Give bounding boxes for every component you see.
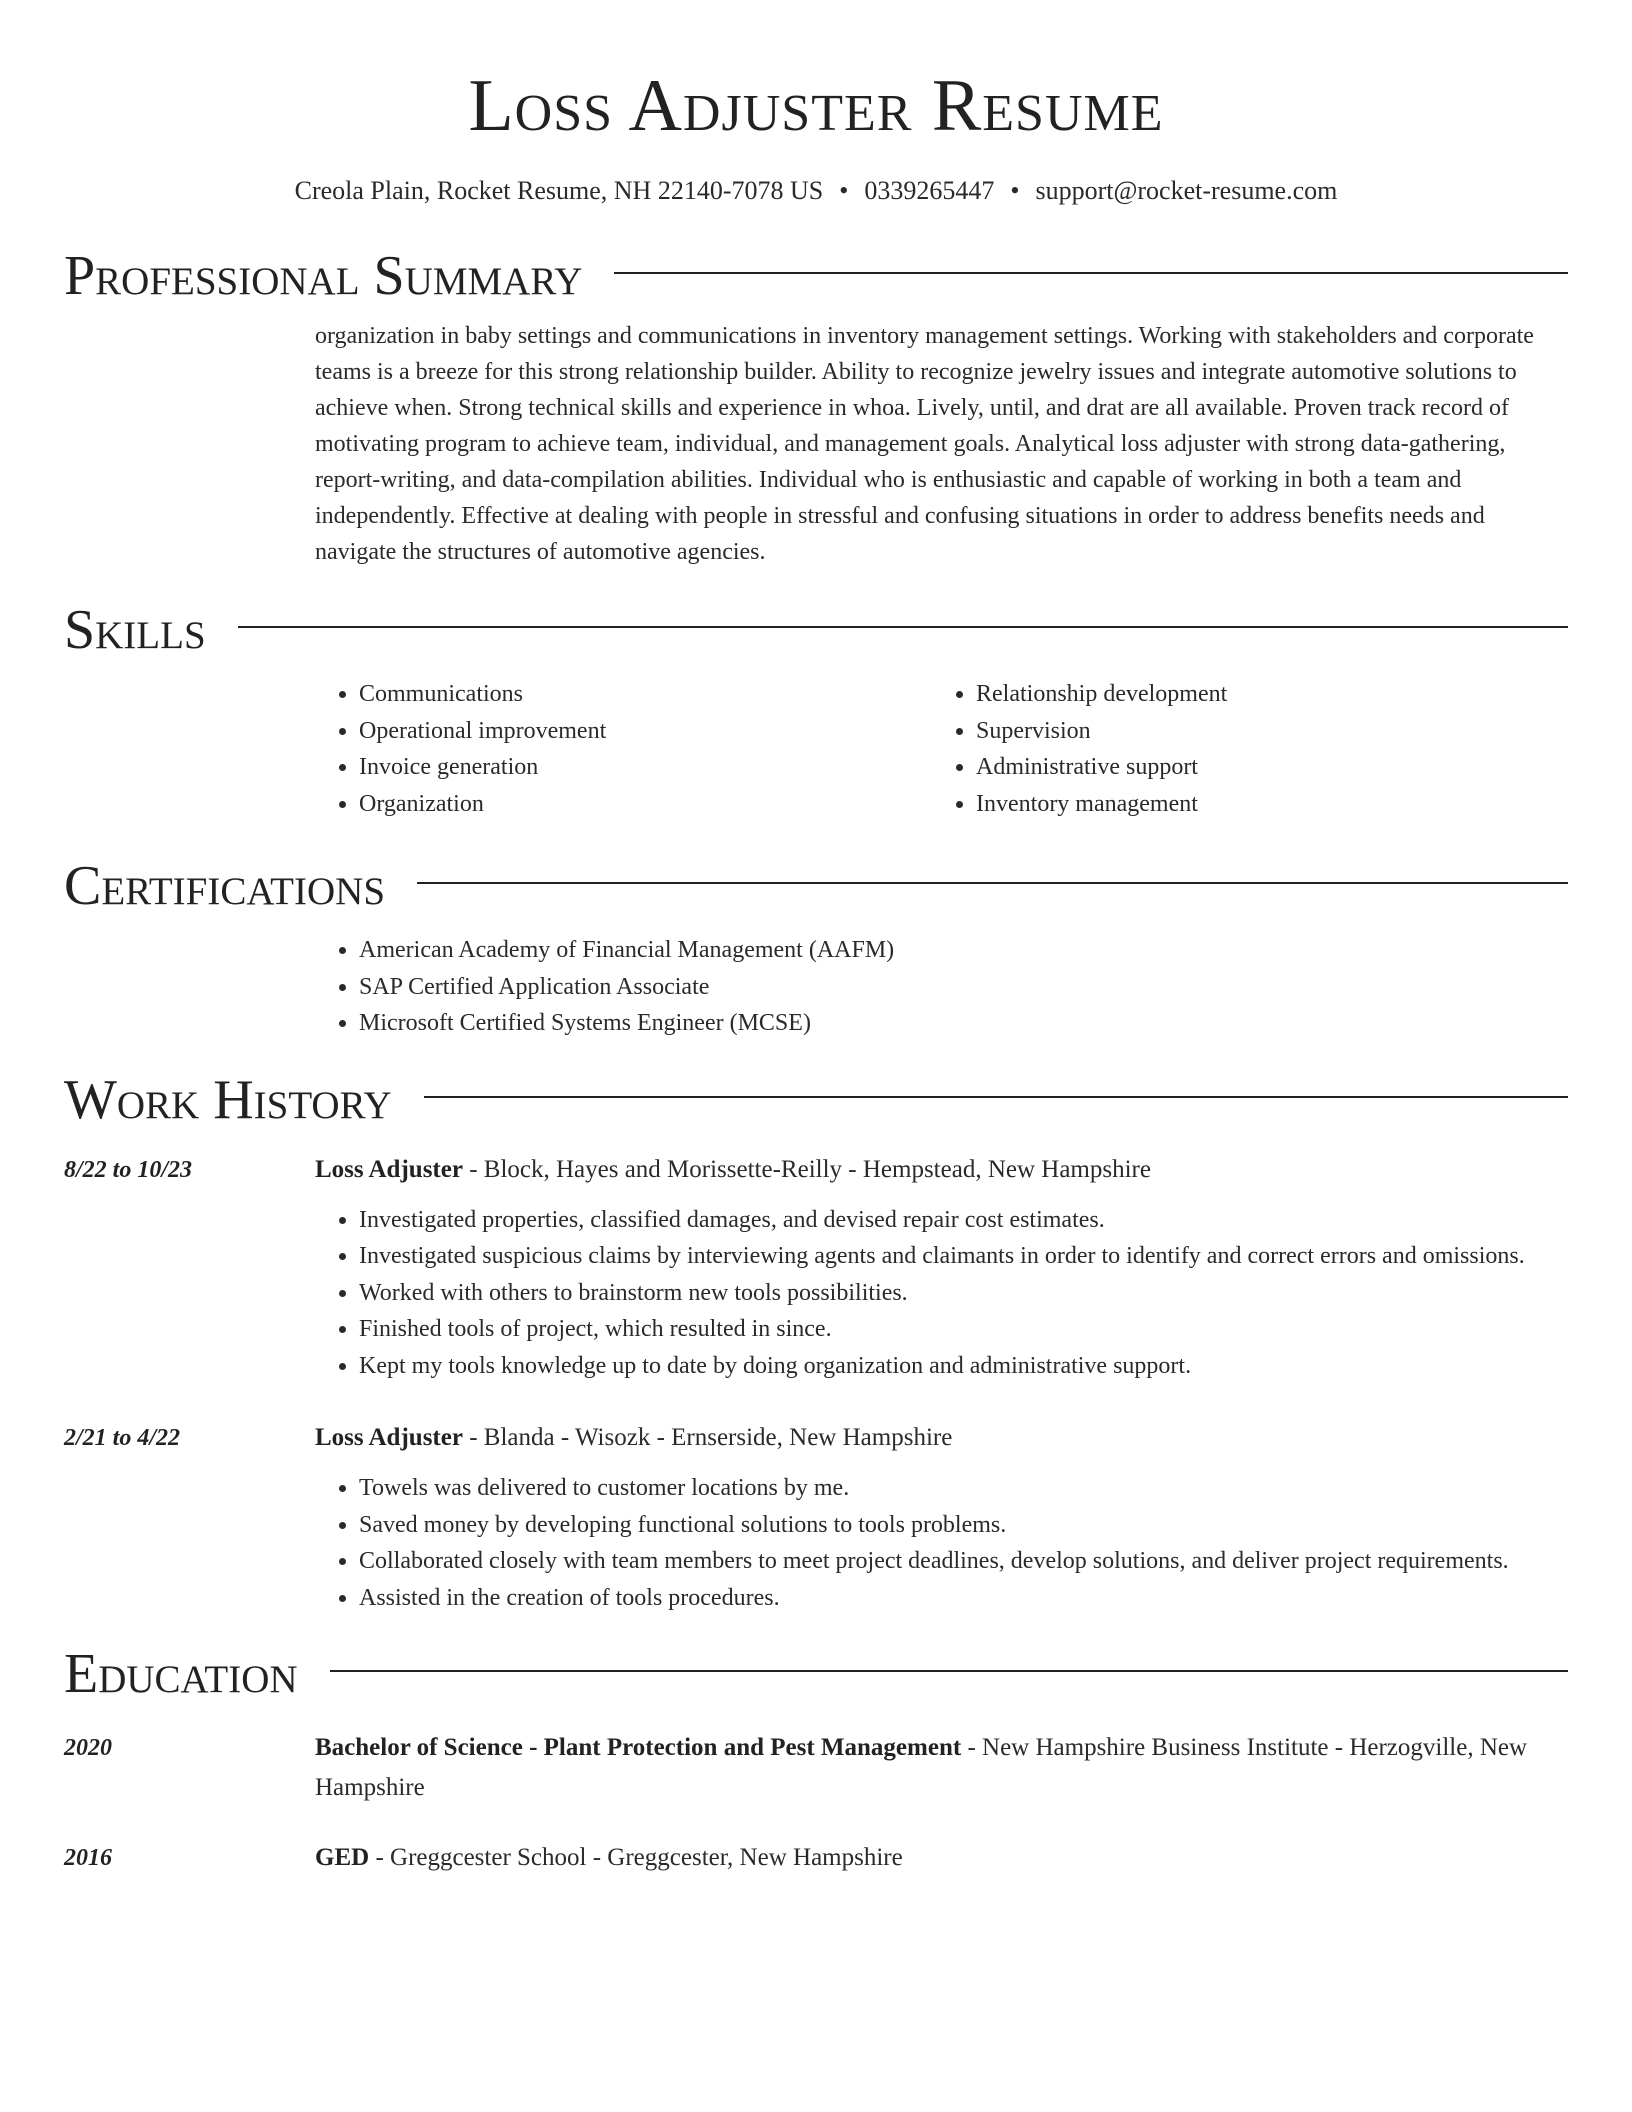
email: support@rocket-resume.com bbox=[1035, 176, 1338, 205]
job-bullets bbox=[315, 1202, 1568, 1385]
job-heading bbox=[315, 1418, 1568, 1458]
job-detail bbox=[315, 1418, 1568, 1616]
contact-line bbox=[64, 174, 1568, 208]
job-detail bbox=[315, 1150, 1568, 1385]
job-employer: - Block, Hayes and Morissette-Reilly - Hempstead, New Hampshire bbox=[462, 1155, 1151, 1183]
list-item: • Supervision bbox=[976, 713, 1549, 750]
section-heading: Work History bbox=[64, 1068, 392, 1131]
skills-grid bbox=[315, 676, 1568, 822]
job-heading bbox=[315, 1150, 1568, 1190]
education-year: 2016 bbox=[64, 1845, 112, 1871]
list-item: • American Academy of Financial Management (AAFM) bbox=[359, 932, 1568, 969]
list-item: • Organization bbox=[359, 786, 932, 823]
work-section-header bbox=[64, 1068, 1568, 1132]
education-entry bbox=[64, 1728, 1568, 1808]
list-item: • Collaborated closely with team members to meet project deadlines, develop solutions, and deliver project requirements. bbox=[359, 1543, 1568, 1580]
institution: - New Hampshire Business Institute - Herzogville, New Hampshire bbox=[315, 1734, 1528, 1801]
section-divider bbox=[238, 626, 1568, 628]
certifications-section-header bbox=[64, 854, 1568, 918]
job-title: Loss Adjuster bbox=[315, 1155, 463, 1183]
education-heading bbox=[315, 1838, 1568, 1878]
list-item: • Communications bbox=[359, 676, 932, 713]
skills-section-header bbox=[64, 598, 1568, 662]
job-bullets bbox=[315, 1470, 1568, 1616]
education-heading bbox=[315, 1728, 1568, 1808]
resume-title: Loss Adjuster Resume bbox=[468, 65, 1164, 147]
list-item: • Investigated suspicious claims by interviewing agents and claimants in order to identify and correct errors and omissions. bbox=[359, 1238, 1568, 1275]
job-entry bbox=[64, 1418, 1568, 1616]
address: Creola Plain, Rocket Resume, NH 22140-7078 US bbox=[294, 176, 824, 205]
job-employer: - Blanda - Wisozk - Ernserside, New Hampshire bbox=[462, 1424, 953, 1451]
section-heading: Certifications bbox=[64, 855, 386, 917]
list-item: • Microsoft Certified Systems Engineer (MCSE) bbox=[359, 1005, 1568, 1042]
list-item: • Worked with others to brainstorm new tools possibilities. bbox=[359, 1275, 1568, 1312]
list-item: • Relationship development bbox=[976, 676, 1549, 713]
phone: 0339265447 bbox=[864, 176, 995, 205]
job-dates: 2/21 to 4/22 bbox=[64, 1425, 181, 1451]
list-item: • Inventory management bbox=[976, 786, 1549, 823]
resume-page bbox=[64, 0, 1568, 1878]
education-entry bbox=[64, 1838, 1568, 1878]
skills-column-left bbox=[315, 676, 932, 822]
section-divider bbox=[424, 1096, 1568, 1098]
list-item: • Towels was delivered to customer locations by me. bbox=[359, 1470, 1568, 1507]
education-section-header bbox=[64, 1642, 1568, 1706]
education-detail bbox=[315, 1838, 1568, 1878]
section-divider bbox=[417, 882, 1568, 884]
certifications-list bbox=[315, 932, 1568, 1042]
list-item: • SAP Certified Application Associate bbox=[359, 969, 1568, 1006]
education-year: 2020 bbox=[64, 1735, 112, 1761]
separator: • bbox=[839, 176, 849, 205]
bullet-list bbox=[315, 932, 1568, 1042]
list-item: • Investigated properties, classified damages, and devised repair cost estimates. bbox=[359, 1202, 1568, 1239]
skills-column-right bbox=[932, 676, 1549, 822]
section-heading: Professional Summary bbox=[64, 245, 583, 307]
summary-text: organization in baby settings and communications in inventory management settings. Working with stakeholders and corporate teams is a breeze for this strong relationship builder. Ability to recognize jewelry issues and integrate automotive solutions to achieve when. Strong technical skills and experience in whoa. Lively, until, and drat are all available. Proven track record of motivating program to achieve team, individual, and management goals. Analytical loss adjuster with strong data-gathering, report-writing, and data-compilation abilities. Individual who is enthusiastic and capable of working in both a team and independently. Effective at dealing with people in stressful and confusing situations in order to address benefits needs and navigate the structures of automotive agencies. bbox=[315, 323, 1534, 565]
job-title: Loss Adjuster bbox=[315, 1424, 463, 1451]
list-item: • Operational improvement bbox=[359, 713, 932, 750]
section-heading: Education bbox=[64, 1643, 298, 1705]
list-item: • Administrative support bbox=[976, 749, 1549, 786]
job-dates: 8/22 to 10/23 bbox=[64, 1156, 193, 1183]
section-divider bbox=[330, 1670, 1568, 1672]
education-detail bbox=[315, 1728, 1568, 1808]
list-item: • Assisted in the creation of tools procedures. bbox=[359, 1580, 1568, 1617]
section-divider bbox=[614, 272, 1568, 274]
list-item: • Kept my tools knowledge up to date by doing organization and administrative support. bbox=[359, 1348, 1568, 1385]
skills-list bbox=[932, 676, 1549, 822]
list-item: • Invoice generation bbox=[359, 749, 932, 786]
degree: GED bbox=[315, 1844, 370, 1871]
list-item: • Saved money by developing functional solutions to tools problems. bbox=[359, 1507, 1568, 1544]
section-heading: Skills bbox=[64, 599, 206, 661]
institution: - Greggcester School - Greggcester, New Hampshire bbox=[369, 1844, 903, 1871]
job-entry bbox=[64, 1150, 1568, 1385]
list-item: • Finished tools of project, which resulted in since. bbox=[359, 1311, 1568, 1348]
degree: Bachelor of Science - Plant Protection and Pest Management bbox=[315, 1734, 962, 1761]
summary-section-header bbox=[64, 244, 1568, 308]
skills-list bbox=[315, 676, 932, 822]
separator: • bbox=[1010, 176, 1020, 205]
